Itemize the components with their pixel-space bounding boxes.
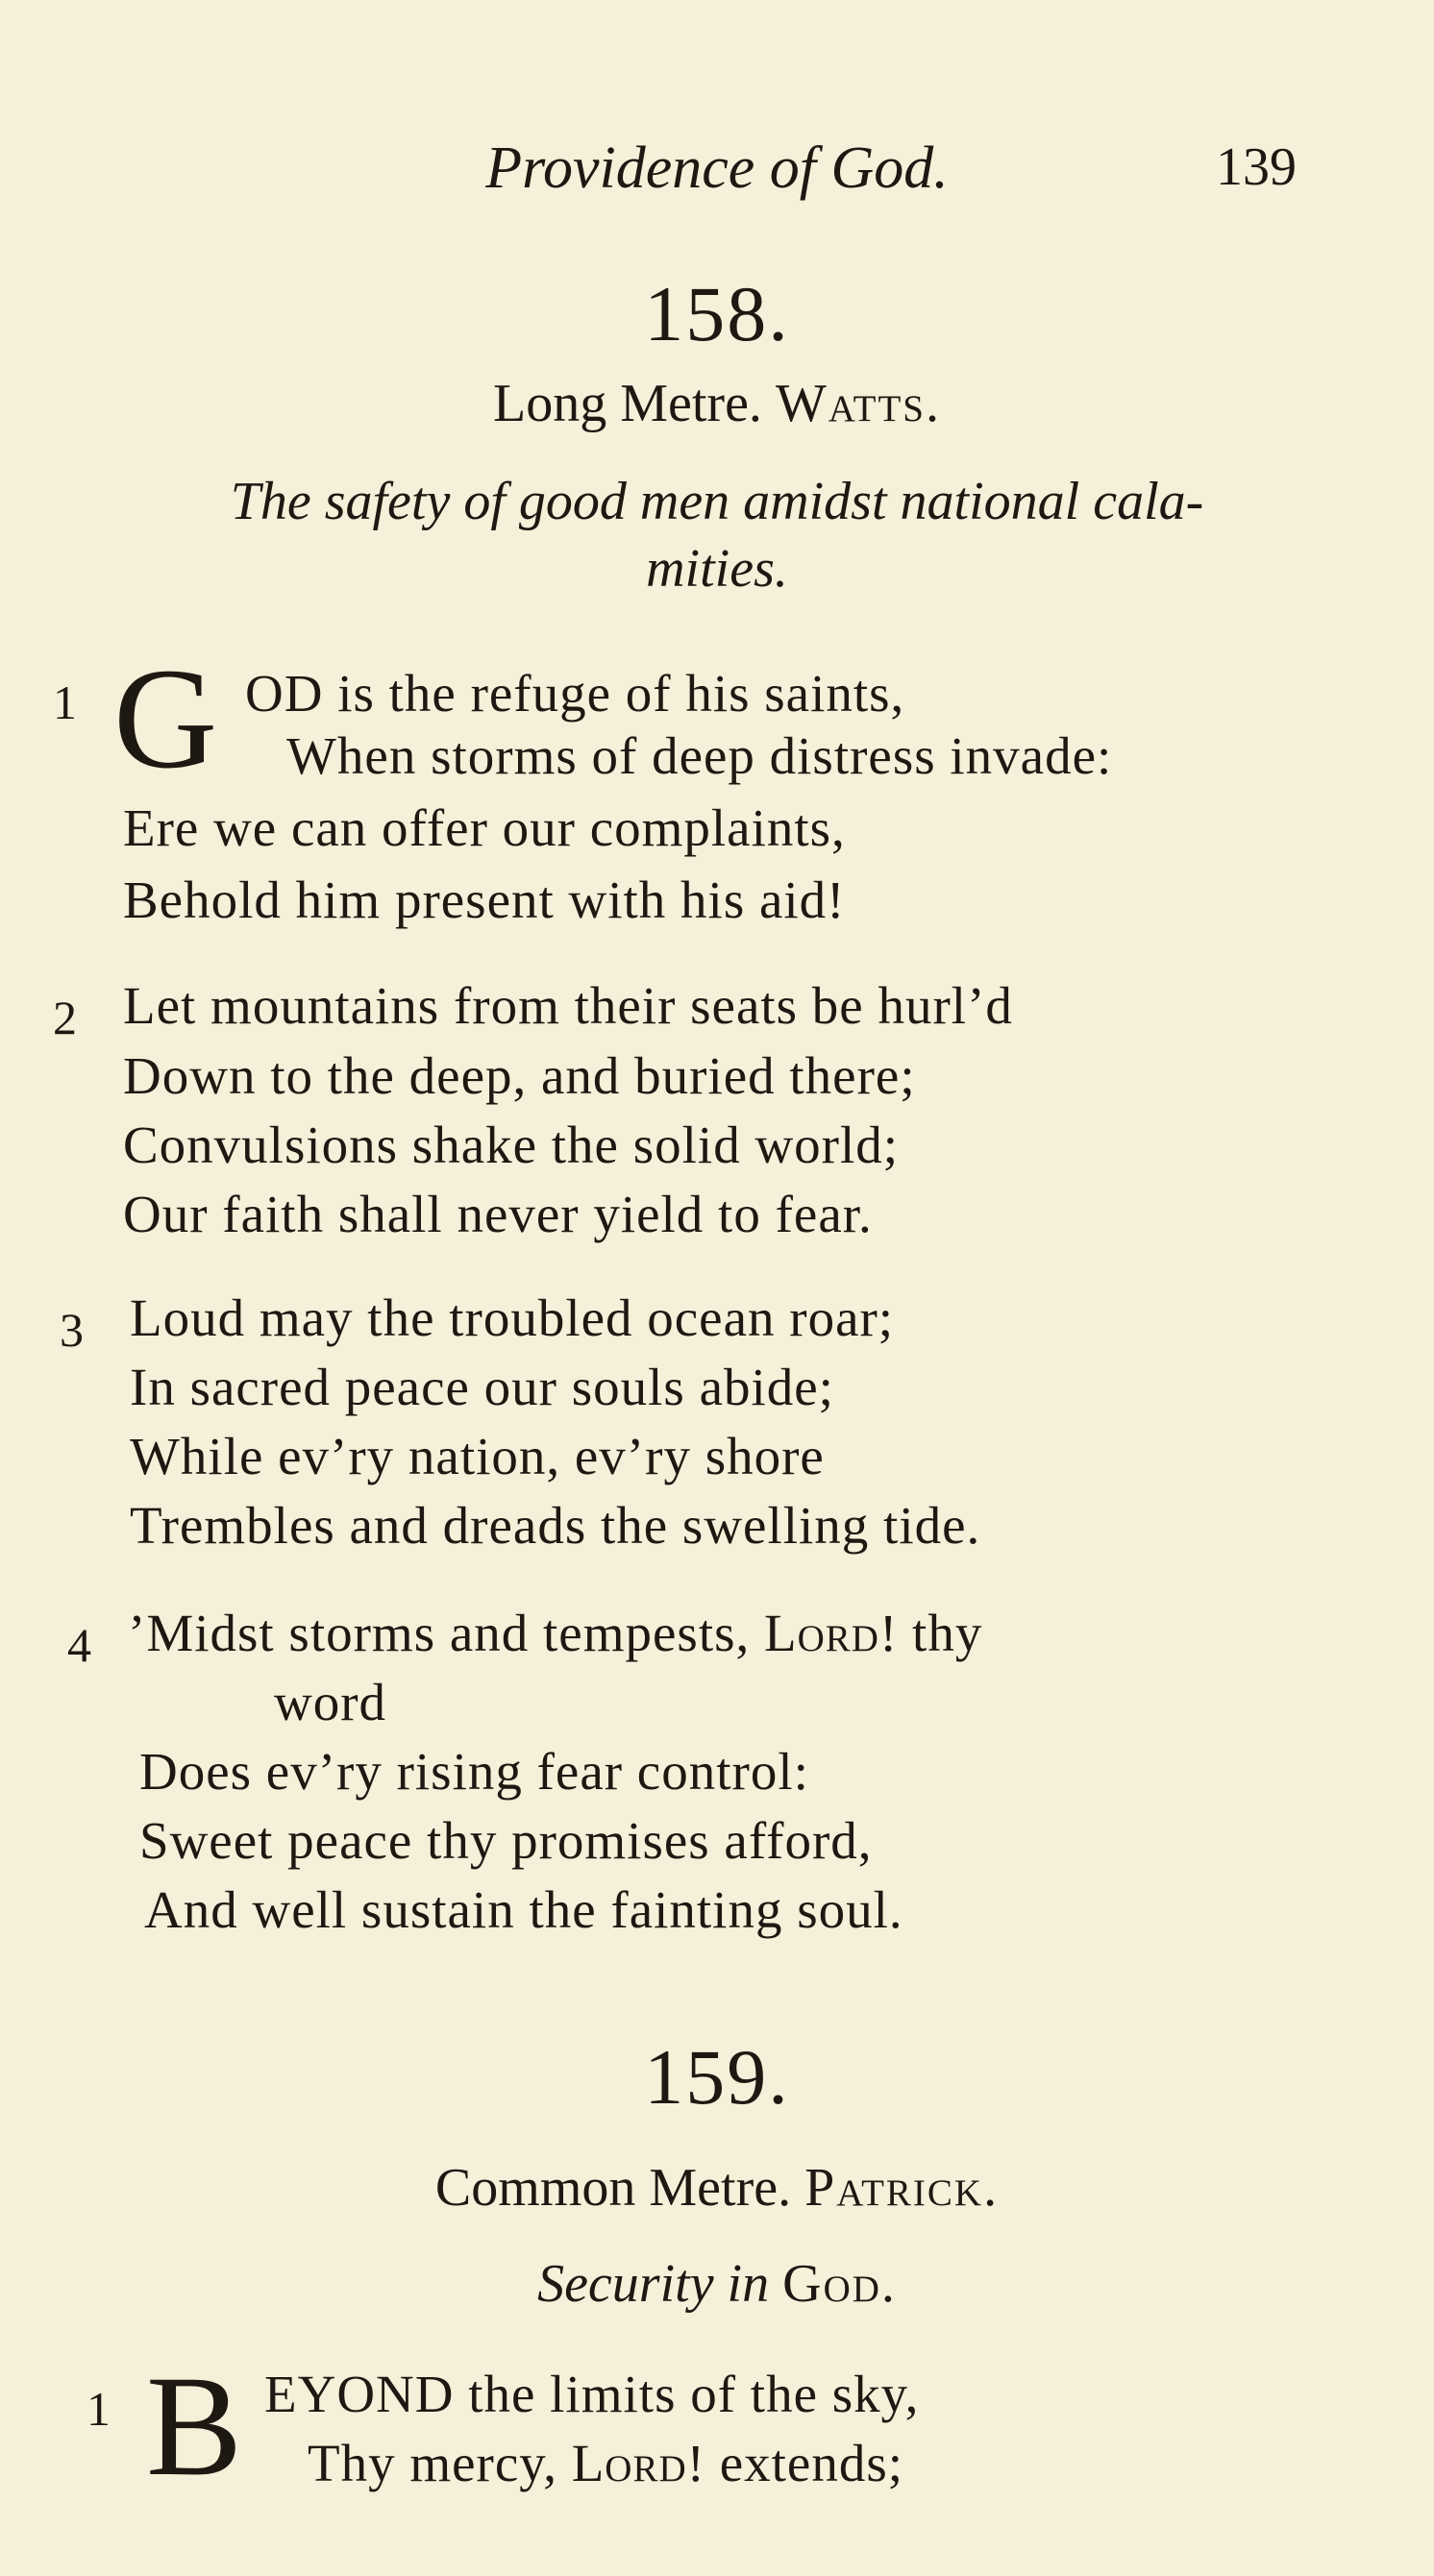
hymn-158-subject-line-1: The safety of good men amidst national cala- [230, 472, 1204, 531]
hymn-number-158: 158. [644, 270, 790, 357]
verse-line-text: ! extends; [686, 2434, 904, 2492]
drop-cap: B [146, 2346, 243, 2506]
hymn-158-subject-line-2: mities. [646, 539, 788, 599]
verse-line: And well sustain the fainting soul. [144, 1880, 903, 1939]
meter: Long Metre. [493, 374, 762, 433]
verse-line-text: Thy mercy, [308, 2434, 557, 2492]
verse-number: 2 [53, 991, 77, 1044]
verse-line [128, 1603, 982, 1663]
verse-line: Our faith shall never yield to fear. [123, 1185, 873, 1243]
meter: Common Metre. [434, 2158, 792, 2218]
subject-italic: Security in [537, 2254, 770, 2314]
author: Watts. [775, 374, 941, 433]
verse-line: Convulsions shake the solid world; [123, 1116, 900, 1174]
verse-line: OD is the refuge of his saints, [245, 664, 905, 723]
lord-small-caps: Lord [764, 1604, 879, 1662]
verse-line: word [274, 1673, 387, 1731]
page-number: 139 [1216, 137, 1297, 197]
verse-line: Sweet peace thy promises afford, [139, 1811, 873, 1870]
lord-small-caps: Lord [571, 2434, 687, 2492]
verse-line-text: ! thy [878, 1604, 983, 1662]
running-title: Providence of God. [485, 135, 949, 201]
verse-line: In sacred peace our souls abide; [130, 1358, 834, 1416]
verse-line: Ere we can offer our complaints, [123, 798, 846, 857]
hymn-158-meter-line [0, 373, 1434, 434]
verse-line: Does ev’ry rising fear control: [139, 1742, 809, 1801]
verse-line-text: ’Midst storms and tempests, [128, 1604, 751, 1662]
author: Patrick. [804, 2158, 1000, 2218]
hymn-159-meter-line [0, 2157, 1434, 2219]
verse-line: Behold him present with his aid! [123, 871, 846, 929]
verse-number: 1 [87, 2382, 111, 2436]
verse-line: While ev’ry nation, ev’ry shore [130, 1427, 825, 1485]
verse-number: 1 [53, 675, 77, 729]
verse-line [308, 2433, 903, 2493]
verse-number: 4 [67, 1618, 91, 1672]
verse-line: Down to the deep, and buried there; [123, 1046, 916, 1105]
verse-number: 3 [60, 1303, 84, 1357]
hymn-159-subject [0, 2253, 1434, 2315]
verse-line: Let mountains from their seats be hurl’d [123, 976, 1013, 1035]
verse-line: Loud may the troubled ocean roar; [130, 1288, 895, 1347]
verse-line: Trembles and dreads the swelling tide. [130, 1496, 981, 1555]
verse-line: EYOND the limits of the sky, [264, 2365, 920, 2423]
drop-cap: G [113, 639, 218, 798]
verse-line: When storms of deep distress invade: [286, 726, 1113, 785]
subject-small-caps: God. [782, 2254, 897, 2314]
hymn-number-159: 159. [644, 2033, 790, 2121]
